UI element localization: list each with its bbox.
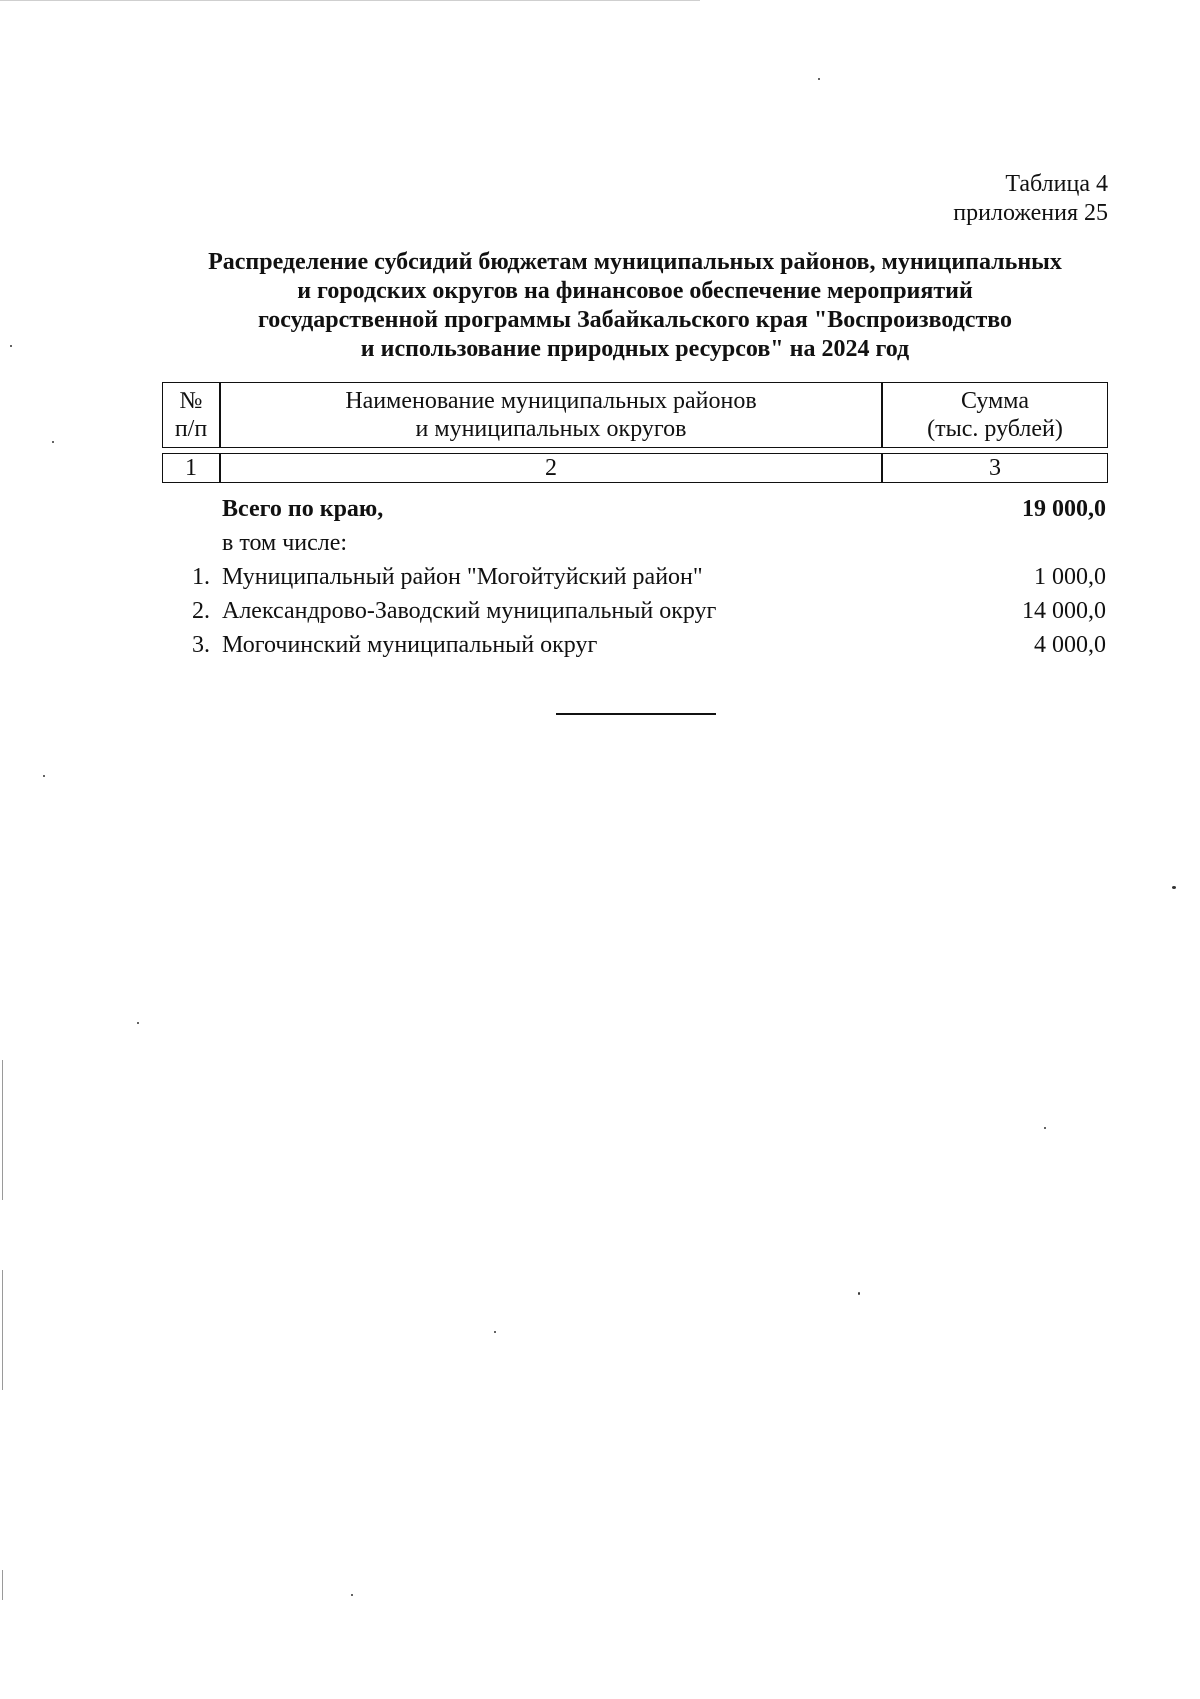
including-row xyxy=(162,526,1108,560)
header-number-line-1: № xyxy=(179,388,203,414)
row-number: 1. xyxy=(192,564,210,590)
table-row xyxy=(162,560,1108,594)
header-name-line-1: Наименование муниципальных районов xyxy=(345,388,757,414)
total-row xyxy=(162,492,1108,526)
row-number: 2. xyxy=(192,598,210,624)
scan-speck xyxy=(494,1331,496,1333)
title-line-1: Распределение субсидий бюджетам муниципальных районов, муниципальных xyxy=(208,249,1062,275)
column-number-row xyxy=(162,453,1108,483)
scan-edge-mark xyxy=(2,1270,3,1390)
header-number-cell xyxy=(162,382,220,448)
header-sum-line-2: (тыс. рублей) xyxy=(927,416,1063,442)
scan-speck xyxy=(43,775,45,777)
subsidy-table-body xyxy=(162,492,1108,662)
scan-speck xyxy=(10,345,12,347)
row-name: Муниципальный район "Могойтуйский район" xyxy=(222,564,703,590)
scan-edge-mark xyxy=(2,1060,3,1200)
row-value: 14 000,0 xyxy=(1022,598,1106,624)
scan-speck xyxy=(858,1292,860,1295)
header-sum-cell xyxy=(882,382,1108,448)
scan-speck xyxy=(351,1594,353,1596)
row-name: Могочинский муниципальный округ xyxy=(222,632,598,658)
annex-table-number: Таблица 4 xyxy=(1005,171,1108,197)
header-name-cell xyxy=(220,382,882,448)
end-of-document-line xyxy=(556,713,716,715)
title-line-3: государственной программы Забайкальского края "Воспроизводство xyxy=(257,307,1013,333)
total-value: 19 000,0 xyxy=(1022,496,1106,522)
row-value: 1 000,0 xyxy=(1034,564,1106,590)
scan-speck xyxy=(1044,1127,1046,1129)
annex-reference xyxy=(953,170,1108,228)
header-name-line-2: и муниципальных округов xyxy=(415,416,687,442)
document-title xyxy=(163,248,1107,364)
title-line-4: и использование природных ресурсов" на 2024 год xyxy=(360,336,910,362)
row-value: 4 000,0 xyxy=(1034,632,1106,658)
scan-speck xyxy=(1172,886,1176,889)
column-number-3: 3 xyxy=(882,453,1108,483)
including-label: в том числе: xyxy=(222,530,348,556)
total-label: Всего по краю, xyxy=(222,496,384,522)
table-header-row xyxy=(162,382,1108,448)
table-row xyxy=(162,594,1108,628)
subsidy-table-header xyxy=(162,382,1108,483)
scan-speck xyxy=(137,1022,139,1024)
header-number-line-2: п/п xyxy=(174,416,208,442)
scan-speck xyxy=(818,78,820,80)
scan-edge-mark xyxy=(2,1570,3,1600)
column-number-1: 1 xyxy=(162,453,220,483)
row-number: 3. xyxy=(192,632,210,658)
scan-top-edge-line xyxy=(0,0,700,1)
title-line-2: и городских округов на финансовое обеспечение мероприятий xyxy=(297,278,973,304)
annex-appendix-number: приложения 25 xyxy=(953,200,1108,226)
header-sum-line-1: Сумма xyxy=(961,388,1029,414)
scan-speck xyxy=(52,441,54,443)
row-name: Александрово-Заводский муниципальный округ xyxy=(222,598,717,624)
column-number-2: 2 xyxy=(220,453,882,483)
table-row xyxy=(162,628,1108,662)
